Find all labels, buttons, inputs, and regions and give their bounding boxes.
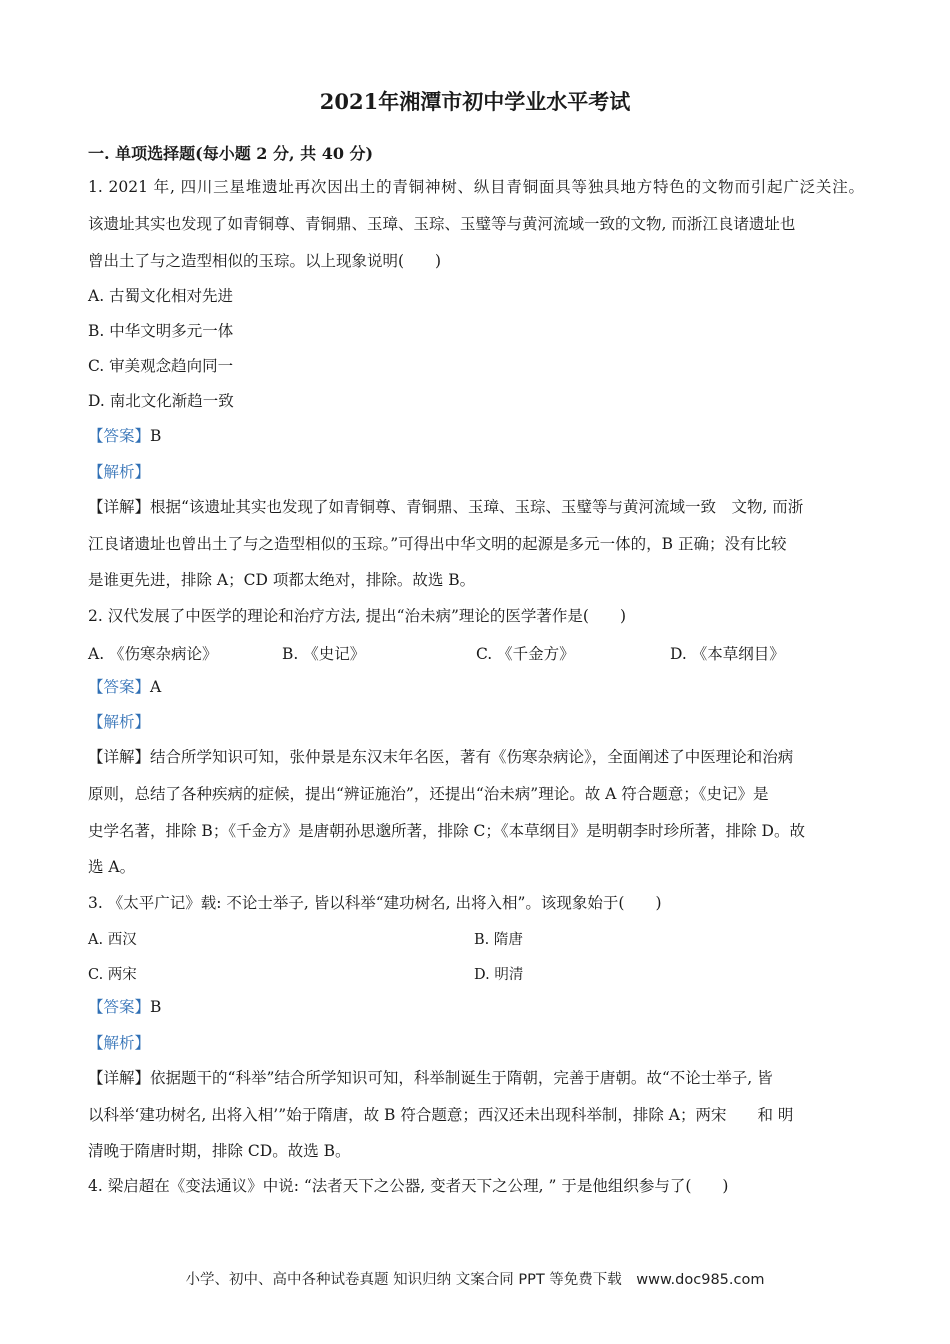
q1-stem-line-3: 曾出土了与之造型相似的玉琮。以上现象说明( ): [88, 252, 442, 270]
exam-title: 2021年湘潭市初中学业水平考试: [319, 89, 631, 114]
q2-detail-line-2: 原则，总结了各种疾病的症候，提出“辨证施治”，还提出“治未病”理论。故 A 符合题意；《史记》是: [88, 785, 769, 803]
q2-detail-line-4: 选 A。: [88, 858, 136, 876]
q3-option-a: A. 西汉: [88, 932, 137, 948]
q1-stem-line-2: 该遗址其实也发现了如青铜尊、青铜鼎、玉璋、玉琮、玉璧等与黄河流域一致的文物, 而浙江良诸遗址也: [88, 215, 796, 233]
detail-text: 根据“该遗址其实也发现了如青铜尊、青铜鼎、玉璋、玉琮、玉璧等与黄河流域一致 文物, 而浙: [150, 498, 804, 516]
detail-tag: 【详解】: [88, 498, 151, 516]
q2-detail-line-1: [88, 747, 793, 767]
answer-value: A: [150, 678, 162, 696]
answer-tag: 【答案】: [88, 427, 151, 445]
q1-detail-line-1: [88, 497, 803, 517]
q3-option-c: C. 两宋: [88, 967, 137, 983]
detail-text: 结合所学知识可知，张仲景是东汉末年名医，著有《伤寒杂病论》，全面阐述了中医理论和治病: [150, 748, 794, 766]
q3-detail-line-1: [88, 1068, 773, 1088]
section-heading: 一. 单项选择题(每小题 2 分, 共 40 分): [88, 144, 374, 163]
detail-tag: 【详解】: [88, 1069, 151, 1087]
detail-text: 依据题干的“科举”结合所学知识可知，科举制诞生于隋朝，完善于唐朝。故“不论士举子, 皆: [150, 1069, 773, 1087]
q3-stem: 3. 《太平广记》载: 不论士举子, 皆以科举“建功树名, 出将入相”。该现象始于( ): [88, 894, 662, 912]
q2-option-b: B. 《史记》: [282, 645, 366, 663]
q1-stem-line-1: 1. 2021 年, 四川三星堆遗址再次因出土的青铜神树、纵目青铜面具等独具地方特色的文物而引起广泛关注。: [88, 178, 864, 196]
q1-option-b: B. 中华文明多元一体: [88, 322, 234, 340]
q2-stem: 2. 汉代发展了中医学的理论和治疗方法, 提出“治未病”理论的医学著作是( ): [88, 607, 627, 625]
q2-option-d: D. 《本草纲目》: [670, 645, 785, 663]
footer-link[interactable]: 小学、初中、高中各种试卷真题 知识归纳 文案合同 PPT 等免费下载 www.doc985.com: [185, 1272, 765, 1288]
answer-value: B: [150, 998, 162, 1016]
detail-tag: 【详解】: [88, 748, 151, 766]
q1-option-a: A. 古蜀文化相对先进: [88, 287, 234, 305]
q2-option-a: A. 《伤寒杂病论》: [88, 645, 218, 663]
q3-detail-line-3: 清晚于隋唐时期，排除 CD。故选 B。: [88, 1142, 351, 1160]
q1-answer: [88, 426, 161, 446]
q3-detail-line-2: 以科举‘建功树名, 出将入相’”始于隋唐，故 B 符合题意；西汉还未出现科举制，排除 A；两宋 和 明: [88, 1106, 794, 1124]
q1-detail-line-3: 是谁更先进，排除 A；CD 项都太绝对，排除。故选 B。: [88, 571, 476, 589]
q1-option-c: C. 审美观念趋向同一: [88, 357, 234, 375]
q2-analysis-tag: 【解析】: [88, 713, 151, 731]
q3-analysis-tag: 【解析】: [88, 1034, 151, 1052]
q2-detail-line-3: 史学名著，排除 B；《千金方》是唐朝孙思邈所著，排除 C；《本草纲目》是明朝李时珍所著，排除 D。故: [88, 822, 805, 840]
q2-answer: [88, 677, 161, 697]
answer-tag: 【答案】: [88, 998, 151, 1016]
answer-value: B: [150, 427, 162, 445]
q1-option-d: D. 南北文化渐趋一致: [88, 392, 234, 410]
q1-detail-line-2: 江良诸遗址也曾出土了与之造型相似的玉琮。”可得出中华文明的起源是多元一体的，B 正确；没有比较: [88, 535, 787, 553]
q3-option-b: B. 隋唐: [474, 932, 523, 948]
q1-analysis-tag: 【解析】: [88, 463, 151, 481]
q4-stem: 4. 梁启超在《变法通议》中说: “法者天下之公器, 变者天下之公理, ” 于是他组织参与了( ): [88, 1177, 729, 1195]
q2-option-c: C. 《千金方》: [476, 645, 575, 663]
answer-tag: 【答案】: [88, 678, 151, 696]
q3-answer: [88, 997, 161, 1017]
q3-option-d: D. 明清: [474, 967, 524, 983]
